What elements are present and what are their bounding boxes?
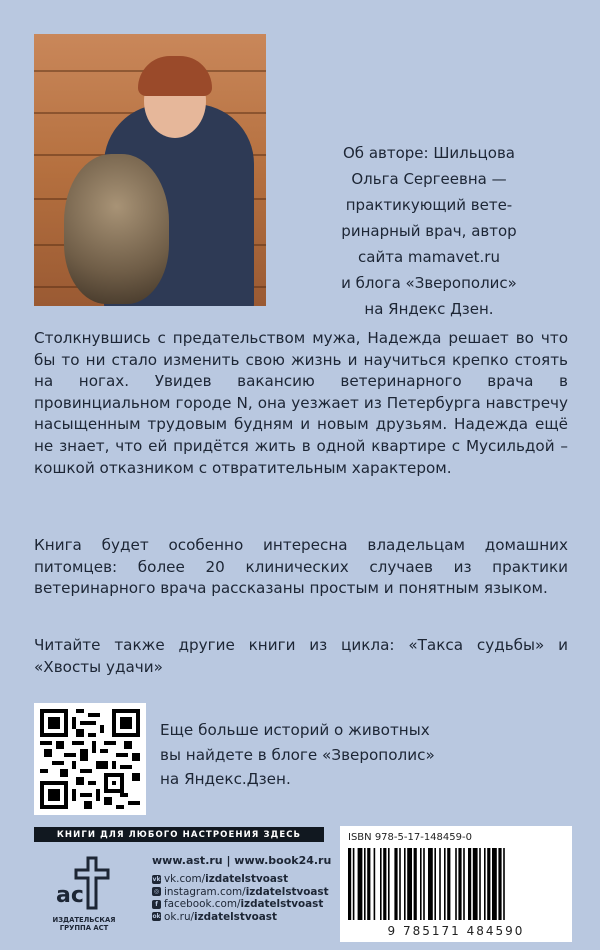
barcode-bar xyxy=(414,848,417,920)
barcode-bar xyxy=(383,848,386,920)
barcode-bar xyxy=(399,848,401,920)
barcode-bar xyxy=(487,848,490,920)
barcode-bar xyxy=(458,848,461,920)
barcode-bar xyxy=(420,848,422,920)
barcode-bar xyxy=(380,848,382,920)
slogan-banner: КНИГИ ДЛЯ ЛЮБОГО НАСТРОЕНИЯ ЗДЕСЬ xyxy=(34,827,324,842)
barcode-bar xyxy=(503,848,505,920)
barcode-bar xyxy=(479,848,481,920)
qr-caption: Еще больше историй о животных вы найдете в блоге «Зверополис» на Яндекс.Дзен. xyxy=(160,721,435,788)
barcode-bar xyxy=(498,848,501,920)
barcode-number: 9 785171 484590 xyxy=(387,924,525,938)
barcode-bar xyxy=(364,848,366,920)
ok-icon: ok xyxy=(152,913,161,921)
cat-figure xyxy=(64,154,169,304)
barcode-bars xyxy=(348,848,564,920)
instagram-icon: ◎ xyxy=(153,888,160,896)
social-link-handle: izdatelstvoast xyxy=(245,885,329,898)
barcode-bar xyxy=(348,848,351,920)
social-link-prefix: ok.ru/ xyxy=(164,910,195,923)
social-link-prefix: vk.com/ xyxy=(164,873,206,886)
barcode-bar xyxy=(428,848,433,920)
barcode-bar xyxy=(444,848,446,920)
barcode-bar xyxy=(358,848,363,920)
isbn-label: ISBN 978-5-17-148459-0 xyxy=(348,832,472,843)
author-bio: Об авторе: Шильцова Ольга Сергеевна — практикующий вете- ринарный врач, автор сайта mamavet.ru и блога «Зверополис» на Яндекс Дзен. xyxy=(341,144,517,318)
barcode-bar xyxy=(374,848,376,920)
barcode-bar xyxy=(434,848,436,920)
vk-icon: vk xyxy=(152,875,161,883)
barcode-bar xyxy=(407,848,412,920)
barcode-bar xyxy=(463,848,465,920)
svg-text:ac: ac xyxy=(56,883,84,908)
barcode-bar xyxy=(353,848,355,920)
barcode-bar xyxy=(367,848,370,920)
barcode-bar xyxy=(473,848,478,920)
barcode-bar xyxy=(492,848,497,920)
social-link-facebook[interactable] xyxy=(152,898,337,911)
barcode-bar xyxy=(388,848,390,920)
publisher-logo xyxy=(44,852,124,937)
author-hair xyxy=(138,56,212,96)
social-link-vk[interactable] xyxy=(152,873,337,886)
social-link-prefix: instagram.com/ xyxy=(164,885,246,898)
barcode-bar xyxy=(439,848,441,920)
qr-code-icon xyxy=(40,709,140,809)
publisher-caption: ИЗДАТЕЛЬСКАЯ ГРУППА АСТ xyxy=(52,916,116,932)
publisher-links xyxy=(152,854,337,923)
barcode-panel xyxy=(340,826,572,942)
barcode-bar xyxy=(455,848,457,920)
series-paragraph: Читайте также другие книги из цикла: «Такса судьбы» и «Хвосты удачи» xyxy=(34,636,568,676)
barcode-bar xyxy=(404,848,406,920)
social-link-prefix: facebook.com/ xyxy=(164,898,241,911)
social-link-handle: izdatelstvoast xyxy=(205,873,289,886)
qr-code[interactable] xyxy=(34,703,146,815)
social-link-instagram[interactable] xyxy=(152,886,337,899)
facebook-icon: f xyxy=(152,900,161,909)
social-link-ok[interactable] xyxy=(152,911,337,924)
website-links[interactable]: www.ast.ru | www.book24.ru xyxy=(152,854,332,867)
barcode-bar xyxy=(484,848,486,920)
barcode-bar xyxy=(423,848,425,920)
author-photo xyxy=(34,34,266,306)
ast-logo-icon xyxy=(52,852,116,912)
barcode-bar xyxy=(447,848,450,920)
social-link-handle: izdatelstvoast xyxy=(240,898,324,911)
social-link-handle: izdatelstvoast xyxy=(194,910,277,923)
audience-paragraph: Книга будет особенно интересна владельцам домашних питомцев: более 20 клинических случаев из практики ветеринарного врача рассказаны простым и понятным языком. xyxy=(34,536,568,598)
barcode-bar xyxy=(394,848,397,920)
barcode-bar xyxy=(468,848,471,920)
description-paragraph: Столкнувшись с предательством мужа, Надежда решает во что бы то ни стало изменить свою жизнь и научиться крепко стоять на ногах. Увидев вакансию ветеринарного врача в провинциальном городе N, она уезжает из Петербурга навстречу насыщенным трудовым будням и новым друзьям. Надежда ещё не знает, что ей придётся жить в одной квартире с Мусильдой – кошкой отказником с отвратительным характером. xyxy=(34,329,568,477)
